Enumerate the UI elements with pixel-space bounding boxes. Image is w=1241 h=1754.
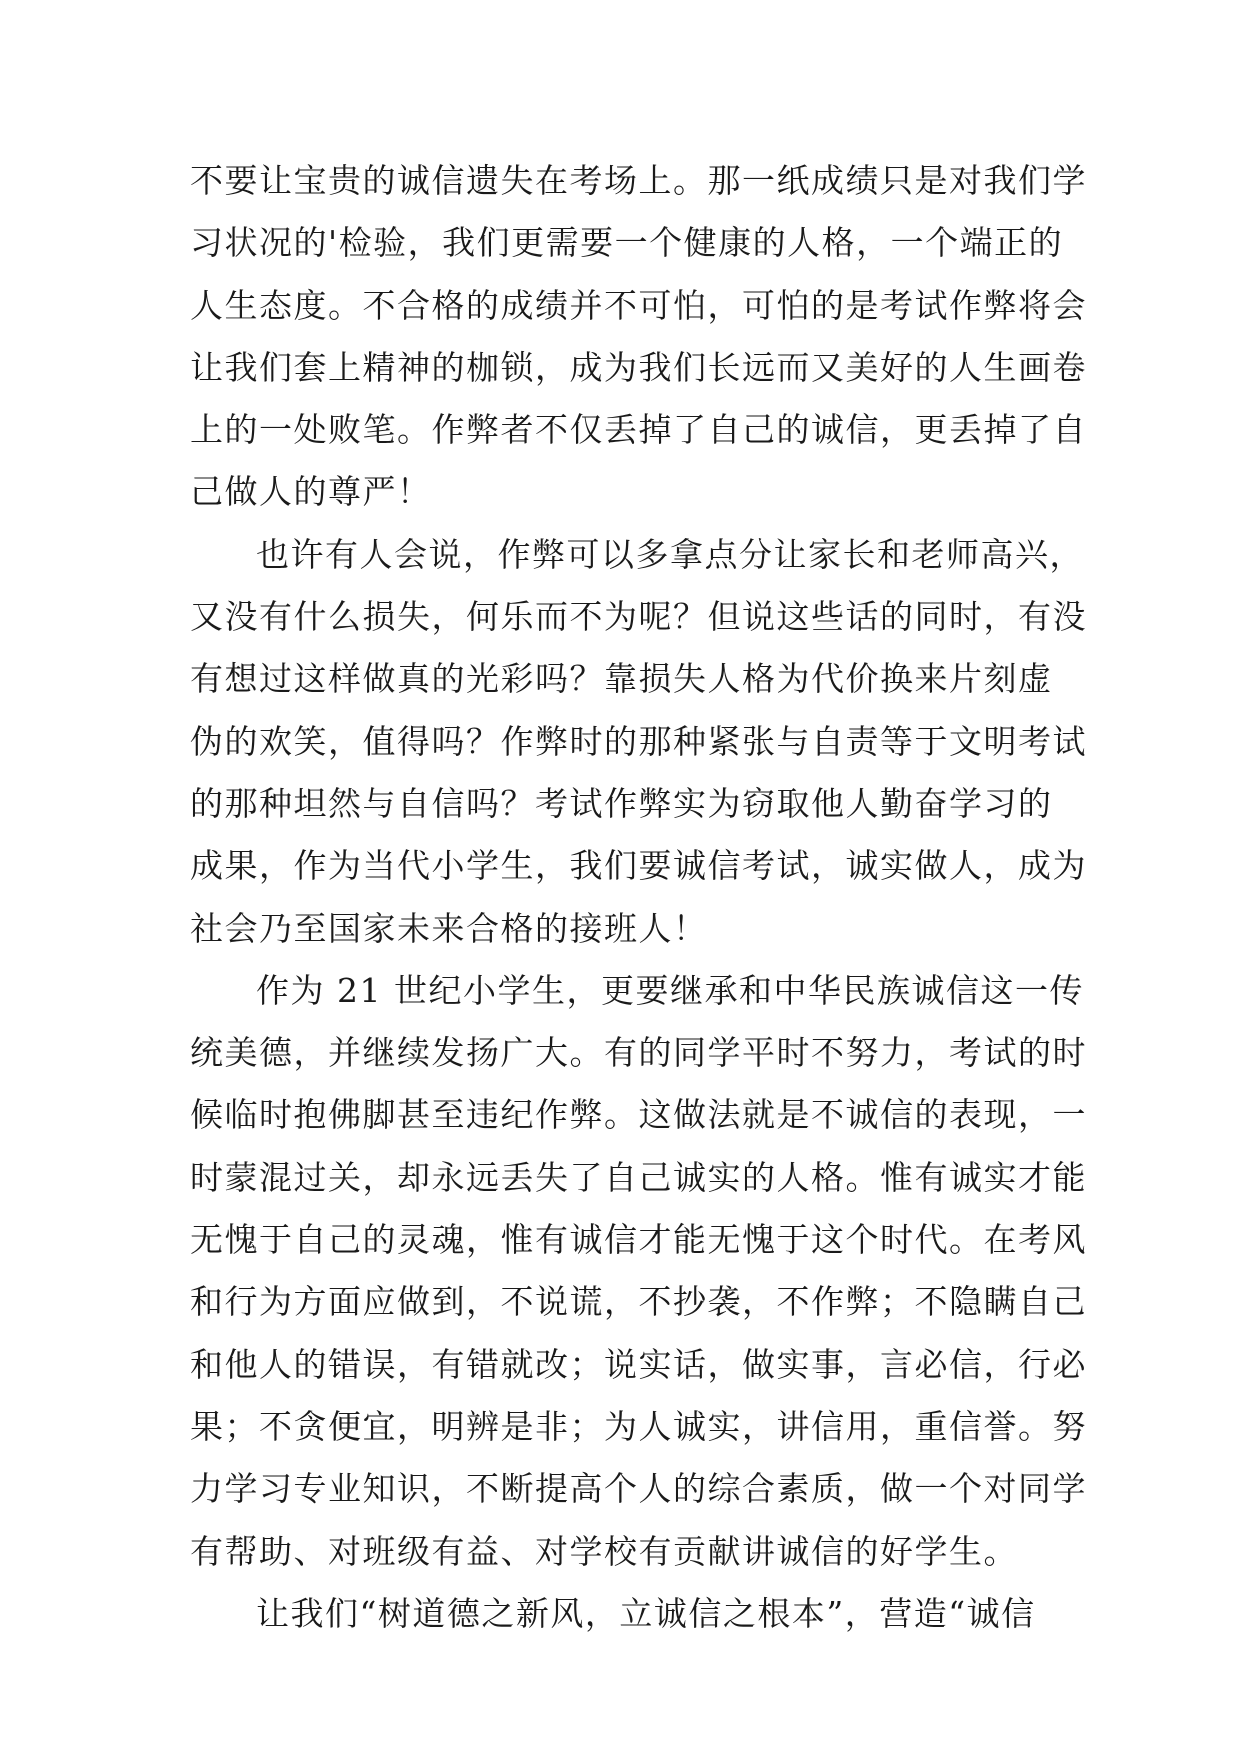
text-line: 统美德，并继续发扬广大。有的同学平时不努力，考试的时	[190, 1033, 1087, 1073]
document-body	[190, 150, 1087, 1645]
text-line: 上的一处败笔。作弊者不仅丢掉了自己的诚信，更丢掉了自	[190, 410, 1087, 450]
text-line: 让我们套上精神的枷锁，成为我们长远而又美好的人生画卷	[190, 347, 1087, 387]
paragraph-first-line: 作为 21 世纪小学生，更要继承和中华民族诚信这一传	[256, 970, 1084, 1010]
text-line: 时蒙混过关，却永远丢失了自己诚实的人格。惟有诚实才能	[190, 1157, 1087, 1197]
paragraph-first-line: 让我们“树道德之新风，立诚信之根本”，营造“诚信	[256, 1593, 1036, 1633]
text-line: 己做人的尊严！	[190, 472, 432, 512]
text-line: 候临时抱佛脚甚至违纪作弊。这做法就是不诚信的表现，一	[190, 1095, 1087, 1135]
text-line: 的那种坦然与自信吗？考试作弊实为窃取他人勤奋学习的	[190, 783, 1053, 823]
text-line: 又没有什么损失，何乐而不为呢？但说这些话的同时，有没	[190, 597, 1087, 637]
text-line: 和行为方面应做到，不说谎，不抄袭，不作弊；不隐瞒自己	[190, 1282, 1087, 1322]
text-line: 力学习专业知识，不断提高个人的综合素质，做一个对同学	[190, 1469, 1087, 1509]
text-line: 伪的欢笑，值得吗？作弊时的那种紧张与自责等于文明考试	[190, 721, 1087, 761]
text-line: 成果，作为当代小学生，我们要诚信考试，诚实做人，成为	[190, 846, 1087, 886]
text-line: 习状况的'检验，我们更需要一个健康的人格，一个端正的	[190, 223, 1064, 263]
text-line: 果；不贪便宜，明辨是非；为人诚实，讲信用，重信誉。努	[190, 1406, 1087, 1446]
text-line: 有想过这样做真的光彩吗？靠损失人格为代价换来片刻虚	[190, 659, 1053, 699]
text-line: 有帮助、对班级有益、对学校有贡献讲诚信的好学生。	[190, 1531, 1018, 1571]
text-line: 社会乃至国家未来合格的接班人！	[190, 908, 708, 948]
text-line: 人生态度。不合格的成绩并不可怕，可怕的是考试作弊将会	[190, 285, 1087, 325]
text-line: 不要让宝贵的诚信遗失在考场上。那一纸成绩只是对我们学	[190, 161, 1087, 200]
paragraph-first-line: 也许有人会说，作弊可以多拿点分让家长和老师高兴，	[256, 534, 1084, 574]
text-line: 无愧于自己的灵魂，惟有诚信才能无愧于这个时代。在考风	[190, 1220, 1087, 1260]
text-line: 和他人的错误，有错就改；说实话，做实事，言必信，行必	[190, 1344, 1087, 1384]
